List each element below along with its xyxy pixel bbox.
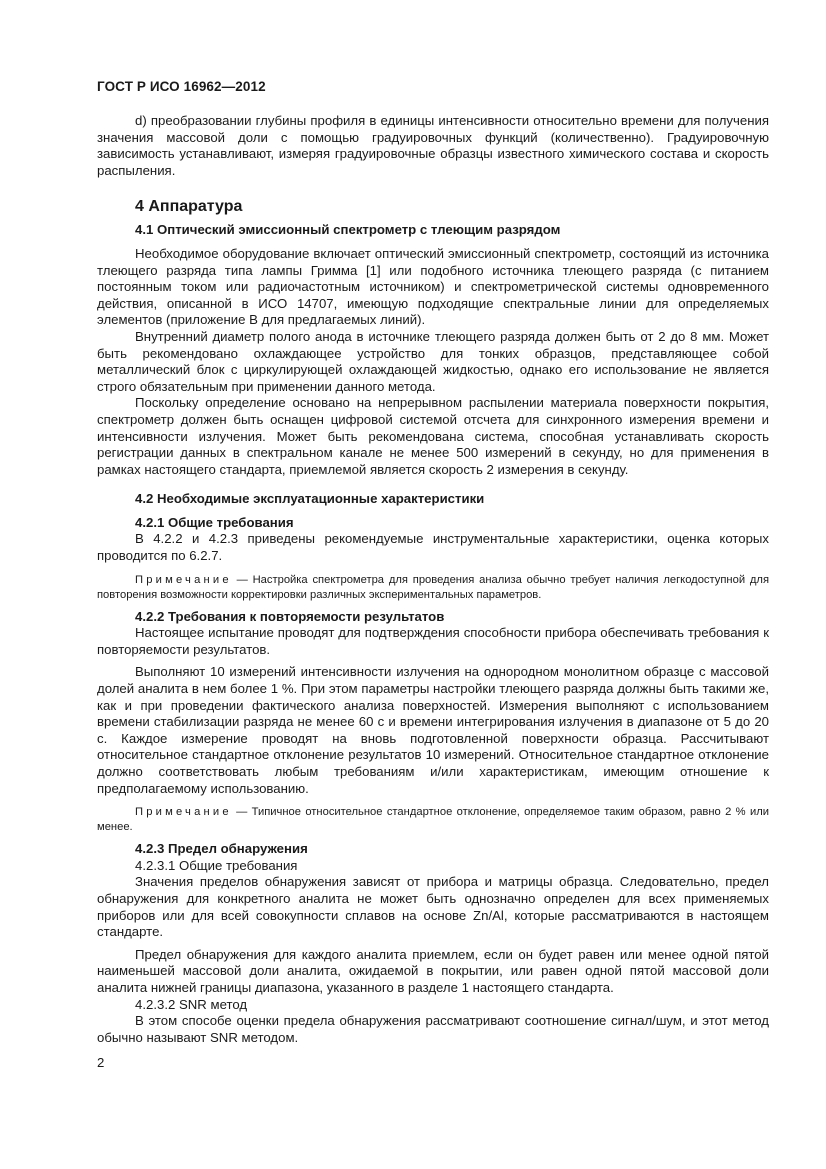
section-4-2-3-1-paragraph-2: Предел обнаружения для каждого аналита приемлем, если он будет равен или менее одной пятой наименьшей массовой доли аналита, ожидаемой в покрытии, или равен одной пятой массовой доли аналита нижней границы диапазона, указанного в разделе 1 настоящего стандарта.: [97, 946, 769, 995]
section-4-1-heading: 4.1 Оптический эмиссионный спектрометр с тлеющим разрядом: [135, 222, 561, 238]
section-4-2-3-2-heading: 4.2.3.2 SNR метод: [135, 996, 248, 1012]
document-header: ГОСТ Р ИСО 16962—2012: [97, 79, 266, 94]
note-1: [97, 573, 769, 603]
intro-item-d: d) преобразовании глубины профиля в единицы интенсивности относительно времени для получения значения массовой доли с помощью градуировочных функций (количественно). Градуировочную зависимость устанавливают, измеряя градуировочные образцы известного химического состава и скорость распыления.: [97, 113, 769, 178]
section-4-2-1-paragraph: В 4.2.2 и 4.2.3 приведены рекомендуемые инструментальные характеристики, оценка которых проводится по 6.2.7.: [97, 531, 769, 564]
section-4-1-paragraph-1: Необходимое оборудование включает оптический эмиссионный спектрометр, состоящий из источника тлеющего разряда типа лампы Гримма [1] или подобного источника тлеющего разряда (с питанием постоянным током или радиочастотным источником) и спектрометрической системы одновременного действия, описанной в ИСО 14707, имеющую подходящие спектральные линии для определяемых элементов (приложение В для предлагаемых линий).: [97, 245, 769, 328]
section-4-2-1-heading: 4.2.1 Общие требования: [135, 514, 294, 530]
section-4-2-2-paragraph-1: Настоящее испытание проводят для подтверждения способности прибора обеспечивать требования к повторяемости результатов.: [97, 625, 769, 657]
note-2-label: Примечание: [135, 806, 232, 819]
note-2: [97, 805, 769, 835]
section-4-2-3-2-paragraph: В этом способе оценки предела обнаружения рассматривают соотношение сигнал/шум, и этот метод обычно называют SNR методом.: [97, 1013, 769, 1045]
section-4-1-paragraph-2: Внутренний диаметр полого анода в источнике тлеющего разряда должен быть от 2 до 8 мм. Может быть рекомендовано охлаждающее устройство для тонких образцов, представляющее собой металлический блок с циркулирующей охлаждающей жидкостью, однако его использование не является строго обязательным при применении данного метода.: [97, 328, 769, 394]
section-4-2-3-heading: 4.2.3 Предел обнаружения: [135, 841, 308, 857]
note-1-text: — Настройка спектрометра для проведения анализа обычно требует наличия легкодоступной для повторения возможности корректировки различных экспериментальных параметров.: [97, 573, 769, 601]
section-4-1-paragraph-3: Поскольку определение основано на непрерывном распылении материала поверхности покрытия, спектрометр должен быть оснащен цифровой системой отсчета для синхронного измерения времени и интенсивности излучения. Может быть рекомендована система, способная устанавливать скорость регистрации данных в спектральном канале не менее 500 измерений в секунду, но для применения в рамках настоящего стандарта, приемлемой является скорость 2 измерения в секунду.: [97, 395, 769, 477]
section-4-2-2-heading: 4.2.2 Требования к повторяемости результатов: [135, 608, 445, 624]
section-4-2-3-1-paragraph-1: Значения пределов обнаружения зависят от прибора и матрицы образца. Следовательно, предел обнаружения для конкретного аналита не может быть однозначно определен для всех применяемых приборов или для всей совокупности сплавов на основе Zn/Al, которые рассматриваются в настоящем стандарте.: [97, 874, 769, 940]
section-4-heading: 4 Аппаратура: [135, 198, 243, 216]
page-number: 2: [97, 1055, 105, 1070]
section-4-2-3-1-heading: 4.2.3.1 Общие требования: [135, 857, 298, 873]
note-1-label: Примечание: [135, 573, 232, 586]
section-4-2-2-paragraph-2: Выполняют 10 измерений интенсивности излучения на однородном монолитном образце с массовой долей аналита в нем более 1 %. При этом параметры настройки тлеющего разряда должны быть такими же, как и при проведении фактического анализа поверхностей. Измерения выполняют с использованием времени стабилизации разряда не менее 60 с и времени интегрирования излучения в диапазоне от 5 до 20 с. Каждое измерение проводят на вновь подготовленной поверхности образца. Рассчитывают относительное стандартное отклонение результатов 10 измерений. Относительное стандартное отклонение должно соответствовать любым требованиям и/или характеристикам, имеющим отношение к предполагаемому использованию.: [97, 664, 769, 796]
section-4-2-heading: 4.2 Необходимые эксплуатационные характеристики: [135, 491, 485, 507]
document-body: [97, 113, 769, 1046]
note-2-text: — Типичное относительное стандартное отклонение, определяемое таким образом, равно 2 % или менее.: [97, 806, 769, 834]
